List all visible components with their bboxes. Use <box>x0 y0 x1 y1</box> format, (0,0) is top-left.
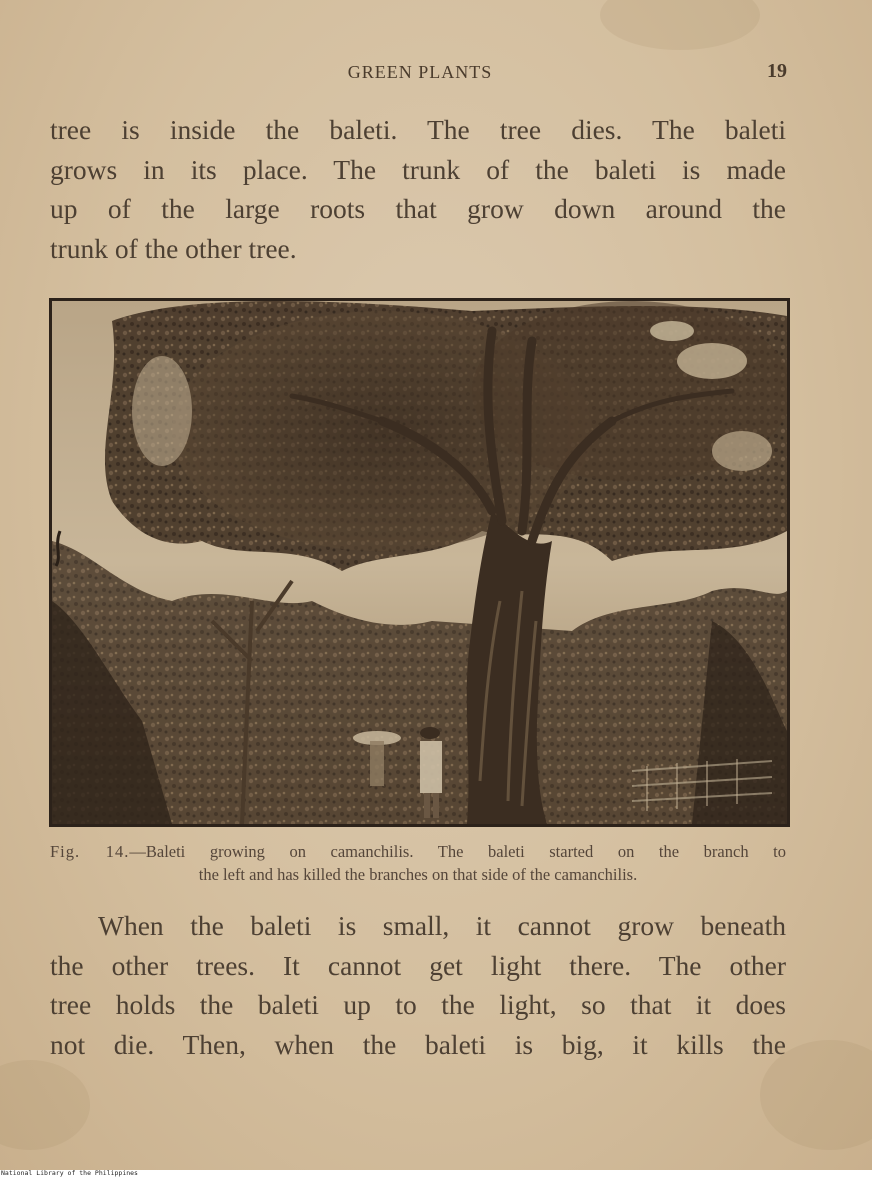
text-line: up of the large roots that grow down around the <box>50 193 786 224</box>
figure-label: Fig. 14. <box>50 842 130 861</box>
page-number: 19 <box>767 60 787 82</box>
scan-footer <box>0 1170 872 1178</box>
paragraph-top <box>50 110 786 268</box>
library-credit: National Library of the Philippines <box>1 1169 138 1177</box>
running-head: GREEN PLANTS <box>347 62 493 82</box>
text-line: grows in its place. The trunk of the baleti is made <box>50 153 786 185</box>
caption-line: the left and has killed the branches on that side of the camanchilis. <box>198 865 638 884</box>
baleti-tree-photograph <box>49 298 790 827</box>
figure-caption <box>50 840 786 886</box>
paper-stain <box>0 1060 90 1150</box>
text-line: the other trees. It cannot get light there. The other <box>50 949 786 981</box>
paper-stain <box>600 0 760 50</box>
text-line: tree is inside the baleti. The tree dies. The baleti <box>50 114 786 145</box>
text-line: When the baleti is small, it cannot grow beneath <box>98 910 786 941</box>
text-line: tree holds the baleti up to the light, so that it does <box>50 989 786 1020</box>
caption-text: —Baleti growing on camanchilis. The baleti started on the branch to <box>129 842 786 861</box>
text-line: not die. Then, when the baleti is big, it kills the <box>50 1028 786 1060</box>
caption-line <box>50 840 786 863</box>
paragraph-bottom <box>50 906 786 1064</box>
text-line: trunk of the other tree. <box>50 232 297 264</box>
photo-illustration <box>52 301 787 824</box>
page-header <box>50 60 790 86</box>
